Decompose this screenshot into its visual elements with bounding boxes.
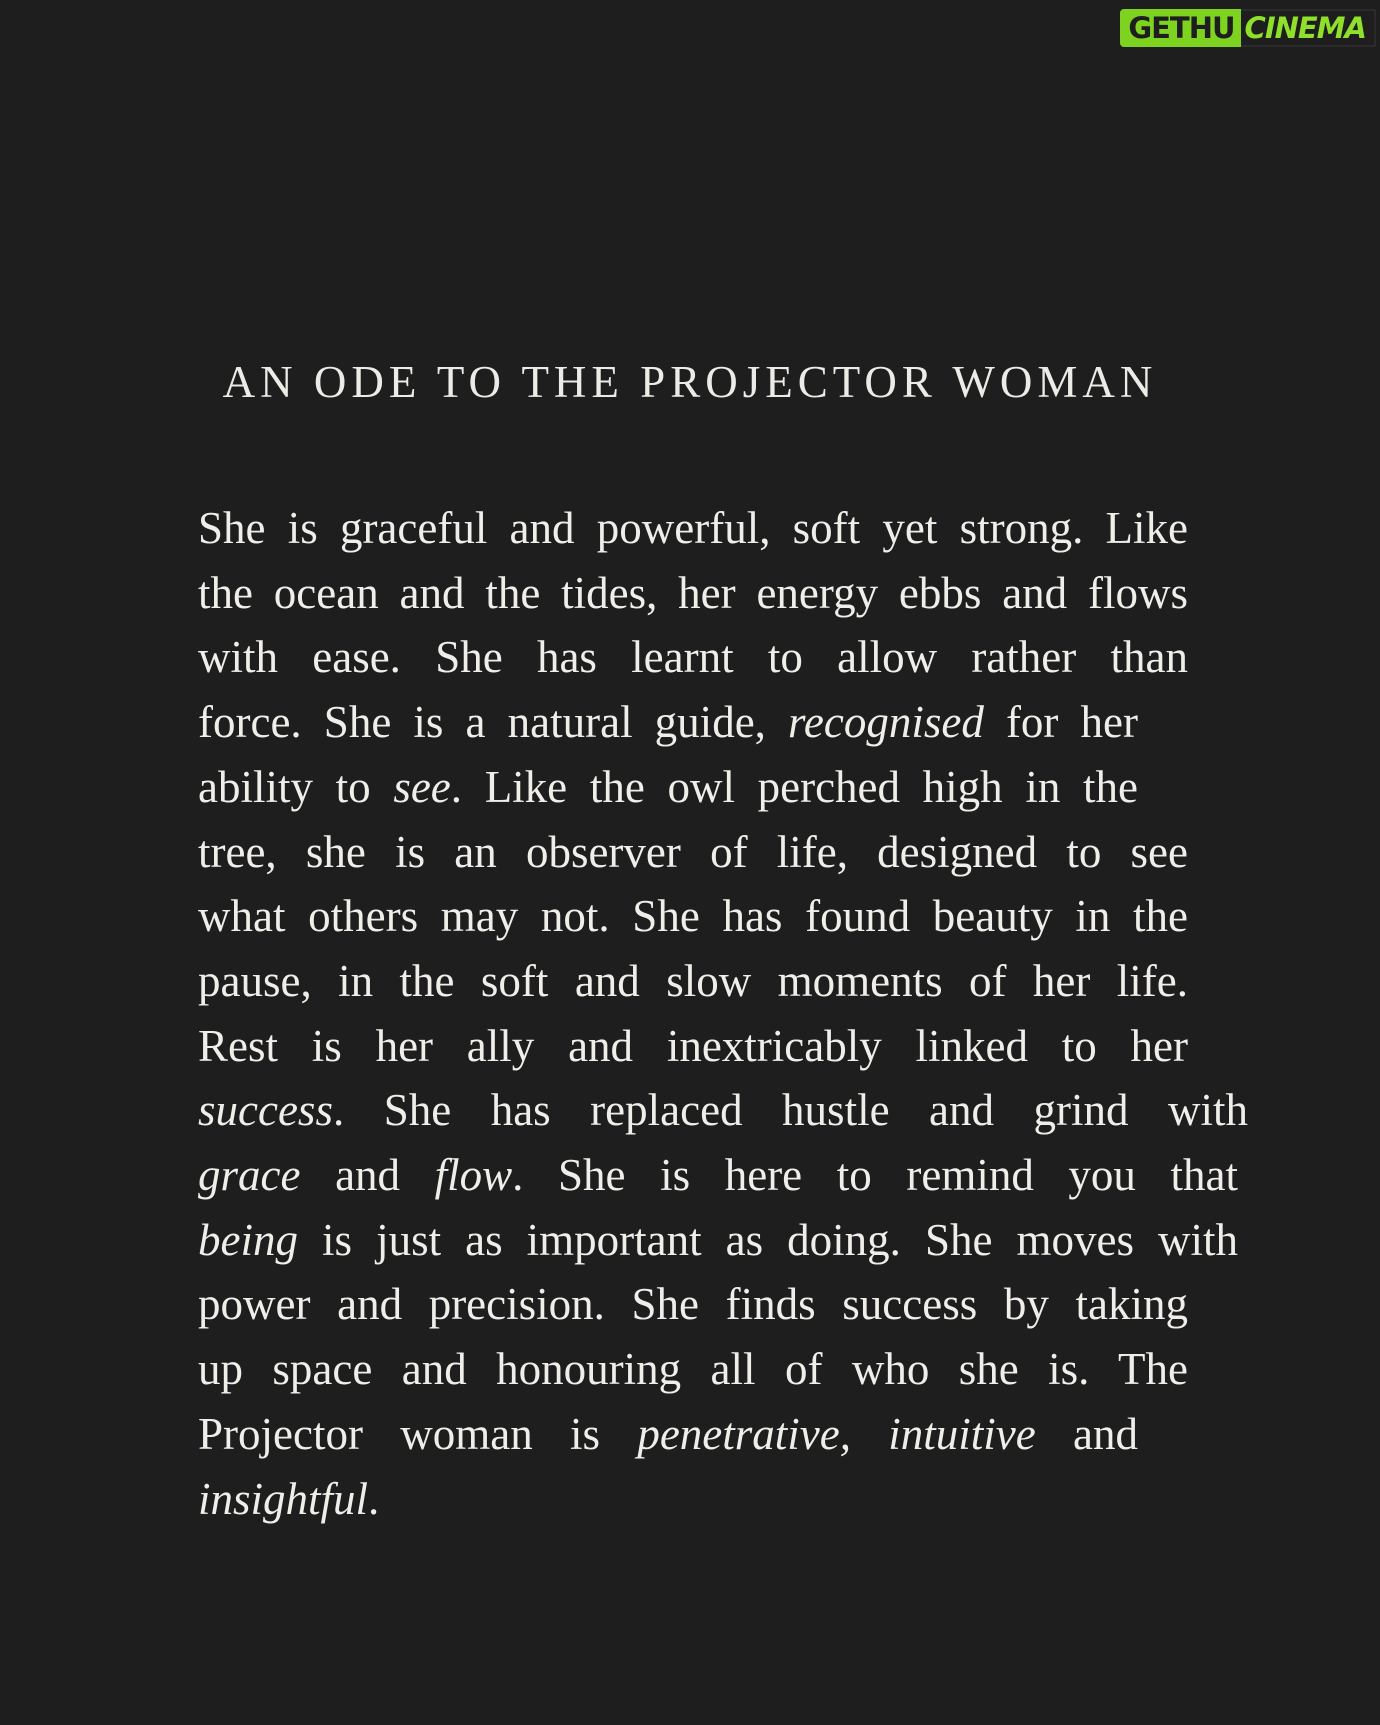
paragraph-line bbox=[198, 1467, 1188, 1532]
paragraph-line bbox=[198, 949, 1188, 1014]
text-segment: . bbox=[368, 1473, 380, 1524]
text-segment: and bbox=[300, 1150, 435, 1201]
paragraph-line bbox=[198, 561, 1188, 626]
watermark-part-2: CINEMA bbox=[1241, 9, 1376, 47]
text-segment: power and precision. She finds success by taking bbox=[198, 1279, 1188, 1330]
text-segment: . She has replaced hustle and grind with bbox=[332, 1085, 1248, 1136]
italic-text: being bbox=[198, 1214, 298, 1265]
text-segment: with ease. She has learnt to allow rather than bbox=[198, 632, 1188, 683]
text-segment: pause, in the soft and slow moments of her life. bbox=[198, 955, 1188, 1006]
italic-text: success bbox=[198, 1085, 333, 1136]
paragraph-line bbox=[198, 755, 1138, 820]
italic-text: insightful bbox=[198, 1473, 369, 1524]
text-segment: . Like the owl perched high in the bbox=[450, 761, 1138, 812]
paragraph-line bbox=[198, 1014, 1188, 1079]
text-segment: is just as important as doing. She moves with bbox=[297, 1214, 1238, 1265]
text-segment: what others may not. She has found beauty in the bbox=[198, 891, 1188, 942]
text-segment: Rest is her ally and inextricably linked to her bbox=[198, 1020, 1188, 1071]
text-segment: She is graceful and powerful, soft yet strong. Like bbox=[198, 503, 1188, 553]
paragraph-line bbox=[198, 1208, 1238, 1273]
paragraph-line bbox=[198, 625, 1188, 690]
text-segment: ability to bbox=[198, 761, 394, 812]
paragraph-line bbox=[198, 496, 1188, 561]
text-segment: and bbox=[1035, 1408, 1138, 1459]
italic-text: grace bbox=[198, 1150, 301, 1201]
page-title: AN ODE TO THE PROJECTOR WOMAN bbox=[222, 357, 1158, 407]
watermark-logo bbox=[1120, 8, 1376, 48]
italic-text: recognised bbox=[788, 697, 984, 748]
text-segment: Projector woman is bbox=[198, 1408, 638, 1459]
paragraph-line bbox=[198, 690, 1138, 755]
paragraph-line bbox=[198, 1337, 1188, 1402]
ode-paragraph bbox=[198, 496, 1248, 1531]
italic-text: penetrative, intuitive bbox=[637, 1408, 1036, 1459]
text-segment: force. She is a natural guide, bbox=[198, 697, 789, 748]
paragraph-line bbox=[198, 1272, 1188, 1337]
text-segment: tree, she is an observer of life, designed to see bbox=[198, 826, 1188, 877]
paragraph-line bbox=[198, 1078, 1248, 1143]
paragraph-line bbox=[198, 1402, 1138, 1467]
text-segment: the ocean and the tides, her energy ebbs and flows bbox=[198, 567, 1188, 618]
paragraph-line bbox=[198, 884, 1188, 949]
paragraph-line bbox=[198, 820, 1188, 885]
watermark-part-1: GETHU bbox=[1120, 9, 1240, 47]
text-segment: for her bbox=[983, 697, 1138, 748]
italic-text: flow bbox=[434, 1150, 513, 1201]
text-segment: up space and honouring all of who she is. The bbox=[198, 1344, 1188, 1395]
italic-text: see bbox=[393, 761, 451, 812]
text-segment: . She is here to remind you that bbox=[512, 1150, 1238, 1201]
paragraph-line bbox=[198, 1143, 1238, 1208]
